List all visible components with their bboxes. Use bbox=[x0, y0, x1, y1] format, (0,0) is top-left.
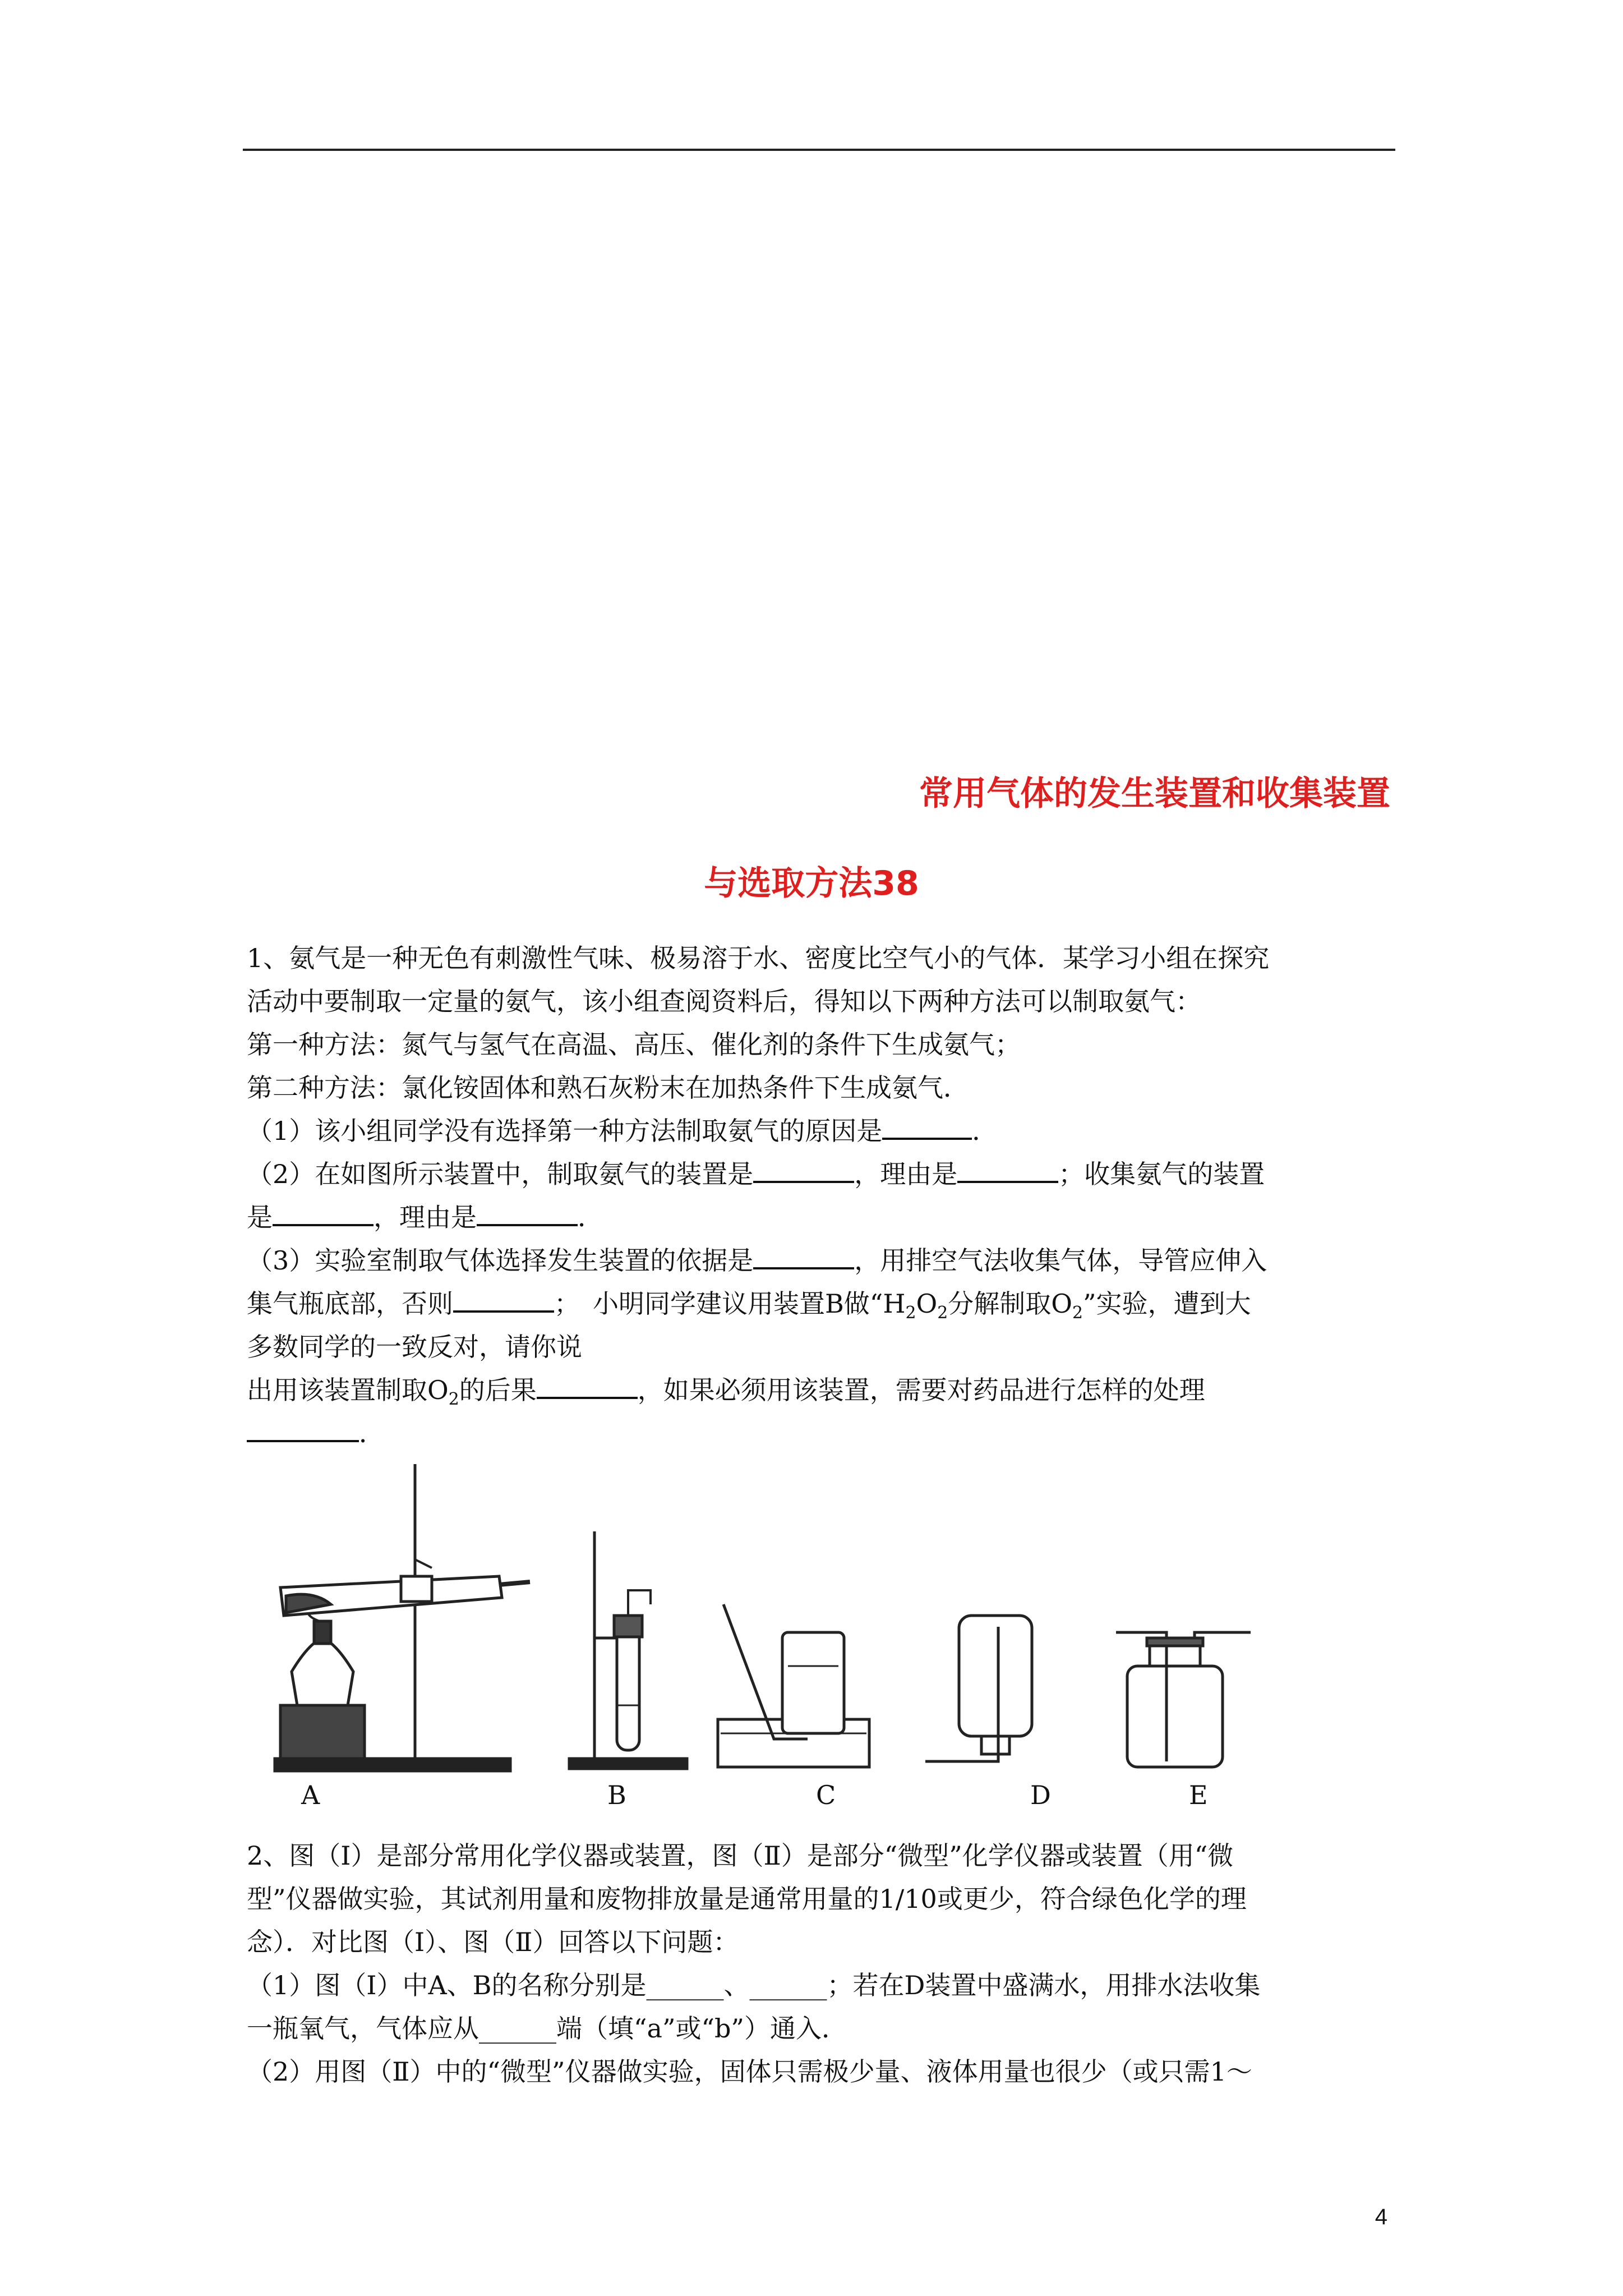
answer-blank[interactable] bbox=[453, 1289, 554, 1313]
apparatus-a bbox=[275, 1464, 530, 1771]
q1-method1: 第一种方法：氮气与氢气在高温、高压、催化剂的条件下生成氨气； bbox=[247, 1029, 1021, 1060]
answer-blank[interactable] bbox=[957, 1159, 1058, 1183]
q1-intro-line2: 活动中要制取一定量的氨气，该小组查阅资料后，得知以下两种方法可以制取氨气： bbox=[247, 986, 1201, 1016]
q2-line1: 2、图（Ⅰ）是部分常用化学仪器或装置，图（Ⅱ）是部分“微型”化学仪器或装置（用“微 bbox=[247, 1841, 1234, 1871]
q1-part3-text-e: O bbox=[916, 1289, 938, 1319]
q1-part2-text-f: ． bbox=[578, 1202, 603, 1232]
q1-part3-text-d: ； 小明同学建议用装置B做“H bbox=[554, 1289, 906, 1319]
q1-part3-text-g: ”实验，遭到大 bbox=[1082, 1289, 1251, 1319]
q1-part3-text-i: 出用该装置制取O bbox=[247, 1375, 449, 1405]
figure-label-e: E bbox=[1189, 1780, 1208, 1810]
apparatus-figure bbox=[247, 1447, 1357, 1818]
q1-part3-line3: 多数同学的一致反对，请你说 bbox=[247, 1332, 582, 1362]
q2-line3: 念）．对比图（Ⅰ）、图（Ⅱ）回答以下问题： bbox=[247, 1927, 739, 1957]
apparatus-b bbox=[569, 1531, 687, 1769]
q1-part1 bbox=[247, 1110, 1396, 1153]
q1-part3-text-f: 分解制取O bbox=[948, 1289, 1072, 1319]
answer-blank[interactable] bbox=[537, 1375, 638, 1399]
q1-part3-text-j: 的后果 bbox=[459, 1375, 537, 1405]
subscript: 2 bbox=[1072, 1303, 1083, 1323]
subscript: 2 bbox=[448, 1389, 459, 1410]
answer-blank[interactable] bbox=[477, 1202, 578, 1226]
header-rule bbox=[243, 149, 1395, 151]
subscript: 2 bbox=[937, 1303, 948, 1323]
q2-line6: （2）用图（Ⅱ）中的“微型”仪器做实验，固体只需极少量、液体用量也很少（或只需1～ bbox=[247, 2056, 1252, 2087]
q1-intro-line1: 1、氨气是一种无色有刺激性气味、极易溶于水、密度比空气小的气体．某学习小组在探究 bbox=[247, 943, 1270, 973]
figure-label-a: A bbox=[301, 1780, 320, 1810]
q1-part2-text-d: 是 bbox=[247, 1202, 273, 1232]
q1-part1-text: （1）该小组同学没有选择第一种方法制取氨气的原因是 bbox=[247, 1116, 883, 1146]
figure-label-c: C bbox=[816, 1780, 836, 1810]
q1-part2-text-e: ，理由是 bbox=[374, 1202, 477, 1232]
page-number: 4 bbox=[1375, 2205, 1387, 2229]
q1-part2-text-c: ；收集氨气的装置 bbox=[1058, 1159, 1265, 1189]
q1-part3-text-k: ，如果必须用该装置，需要对药品进行怎样的处理 bbox=[637, 1375, 1205, 1405]
q2-line5: 一瓶氧气，气体应从______端（填“a”或“b”）通入． bbox=[247, 2013, 847, 2044]
answer-blank[interactable] bbox=[753, 1245, 854, 1269]
q2-line4: （1）图（Ⅰ）中A、B的名称分别是______、______；若在D装置中盛满水，用排水法收集 bbox=[247, 1970, 1261, 2000]
apparatus-c bbox=[718, 1604, 869, 1767]
apparatus-d bbox=[925, 1616, 1032, 1761]
answer-blank[interactable] bbox=[882, 1116, 972, 1140]
q1-part2-text-b: ，理由是 bbox=[854, 1159, 958, 1189]
answer-blank[interactable] bbox=[753, 1159, 854, 1183]
q1-part2-line2 bbox=[247, 1196, 1396, 1239]
q1-part3-text-a: （3）实验室制取气体选择发生装置的依据是 bbox=[247, 1245, 754, 1276]
q2-line2: 型”仪器做实验，其试剂用量和废物排放量是通常用量的1/10或更少，符合绿色化学的理 bbox=[247, 1884, 1247, 1914]
figure-label-d: D bbox=[1030, 1780, 1051, 1810]
subscript: 2 bbox=[905, 1303, 916, 1323]
q1-part2-line1 bbox=[247, 1153, 1396, 1196]
figure-label-b: B bbox=[607, 1780, 626, 1810]
apparatus-e bbox=[1116, 1632, 1251, 1767]
answer-blank[interactable] bbox=[247, 1418, 359, 1442]
q1-part2-text-a: （2）在如图所示装置中，制取氨气的装置是 bbox=[247, 1159, 754, 1189]
page-title-line2: 与选取方法38 bbox=[704, 864, 919, 903]
q1-part1-end: ． bbox=[972, 1116, 998, 1146]
answer-blank[interactable] bbox=[273, 1202, 374, 1226]
q1-part3-text-b: ，用排空气法收集气体，导管应伸入 bbox=[854, 1245, 1267, 1276]
page-title-line1: 常用气体的发生装置和收集装置 bbox=[919, 774, 1390, 813]
q1-part3-text-l: ． bbox=[359, 1418, 385, 1448]
q1-method2: 第二种方法：氯化铵固体和熟石灰粉末在加热条件下生成氨气． bbox=[247, 1073, 969, 1103]
q1-part3-text-c: 集气瓶底部，否则 bbox=[247, 1289, 453, 1319]
q1-part3-line1 bbox=[247, 1239, 1396, 1282]
